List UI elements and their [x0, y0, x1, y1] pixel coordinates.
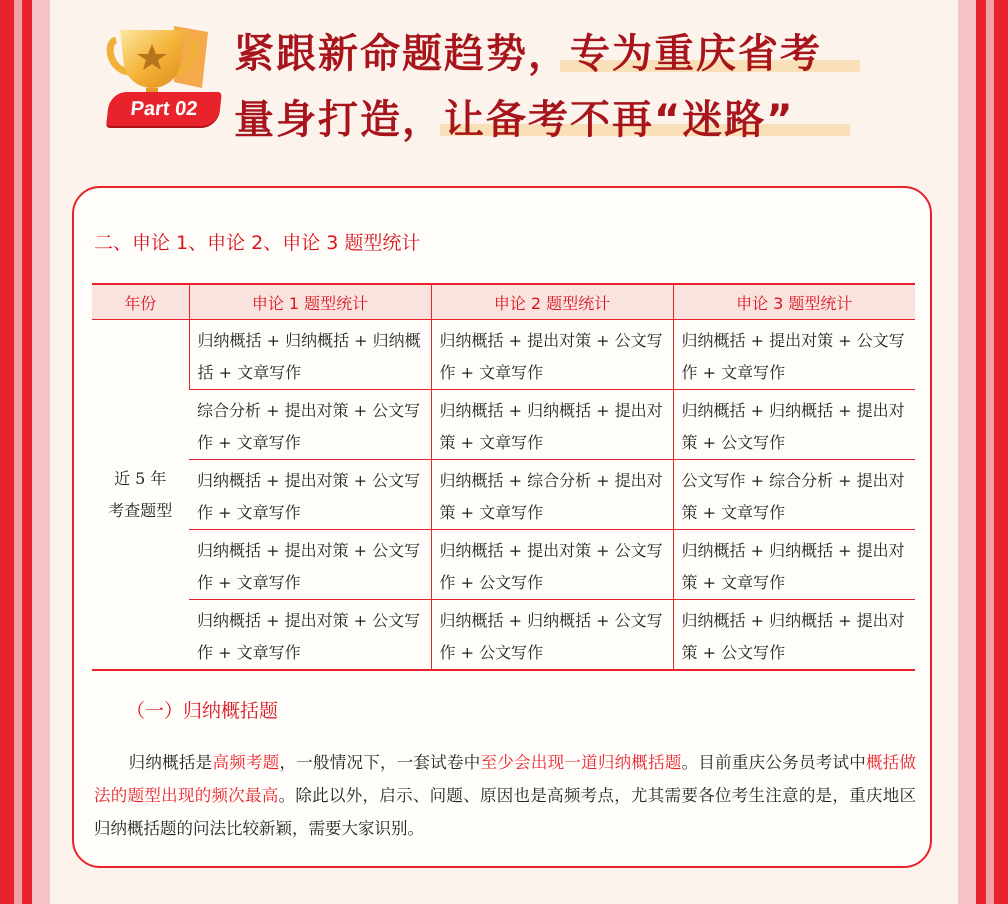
table-cell: 归纳概括 + 提出对策 + 公文写作 + 文章写作 [189, 600, 431, 671]
header-paper-2: 申论 2 题型统计 [431, 284, 673, 320]
year-cell [92, 320, 189, 671]
paragraph-highlight: 至少会出现一道归纳概括题 [480, 753, 682, 772]
table-cell: 归纳概括 + 综合分析 + 提出对策 + 文章写作 [431, 460, 673, 530]
body-paragraph [94, 746, 916, 845]
table-cell: 归纳概括 + 归纳概括 + 归纳概括 + 文章写作 [189, 320, 431, 390]
headline-line-2: 量身打造，让备考不再“迷路” [234, 97, 795, 143]
paragraph-text: ，一般情况下，一套试卷中 [279, 753, 481, 772]
table-row [92, 460, 915, 530]
right-decorative-border [958, 0, 1008, 904]
table-cell: 归纳概括 + 提出对策 + 公文写作 + 文章写作 [189, 530, 431, 600]
table-cell: 归纳概括 + 提出对策 + 公文写作 + 文章写作 [189, 460, 431, 530]
paragraph-highlight: 概括做法的题型出现的频次最高 [94, 753, 917, 805]
table-cell: 归纳概括 + 归纳概括 + 提出对策 + 文章写作 [431, 390, 673, 460]
year-label-line-1: 近 5 年 [114, 468, 167, 488]
paragraph-highlight: 高频考题 [212, 753, 280, 772]
table-cell: 综合分析 + 提出对策 + 公文写作 + 文章写作 [189, 390, 431, 460]
paragraph-text: 归纳概括是 [128, 753, 213, 772]
section-title: 二、申论 1、申论 2、申论 3 题型统计 [94, 232, 421, 254]
headline-line-1: 紧跟新命题趋势，专为重庆省考 [234, 31, 822, 77]
content-card [72, 186, 932, 868]
left-decorative-border [0, 0, 50, 904]
header-year: 年份 [92, 284, 189, 320]
table-cell: 归纳概括 + 归纳概括 + 公文写作 + 公文写作 [431, 600, 673, 671]
table-cell: 归纳概括 + 提出对策 + 公文写作 + 公文写作 [431, 530, 673, 600]
header-paper-1: 申论 1 题型统计 [189, 284, 431, 320]
exam-type-table [92, 283, 915, 671]
table-cell: 归纳概括 + 归纳概括 + 提出对策 + 公文写作 [673, 390, 915, 460]
paragraph-text: 。目前重庆公务员考试中 [681, 753, 866, 772]
table-row [92, 320, 915, 390]
part-badge: Part 02 [106, 92, 222, 126]
table-row [92, 600, 915, 671]
table-cell: 归纳概括 + 归纳概括 + 提出对策 + 公文写作 [673, 600, 915, 671]
table-row [92, 390, 915, 460]
table-row [92, 530, 915, 600]
table-cell: 公文写作 + 综合分析 + 提出对策 + 文章写作 [673, 460, 915, 530]
paragraph-text: 。除此以外，启示、问题、原因也是高频考点，尤其需要各位考生注意的是，重庆地区归纳概括题的问法比较新颖，需要大家识别。 [94, 786, 916, 838]
header-paper-3: 申论 3 题型统计 [673, 284, 915, 320]
subsection-title: （一）归纳概括题 [126, 700, 279, 722]
table-cell: 归纳概括 + 归纳概括 + 提出对策 + 文章写作 [673, 530, 915, 600]
table-cell: 归纳概括 + 提出对策 + 公文写作 + 文章写作 [673, 320, 915, 390]
table-header-row [92, 284, 915, 320]
table-cell: 归纳概括 + 提出对策 + 公文写作 + 文章写作 [431, 320, 673, 390]
year-label-line-2: 考查题型 [108, 500, 173, 520]
